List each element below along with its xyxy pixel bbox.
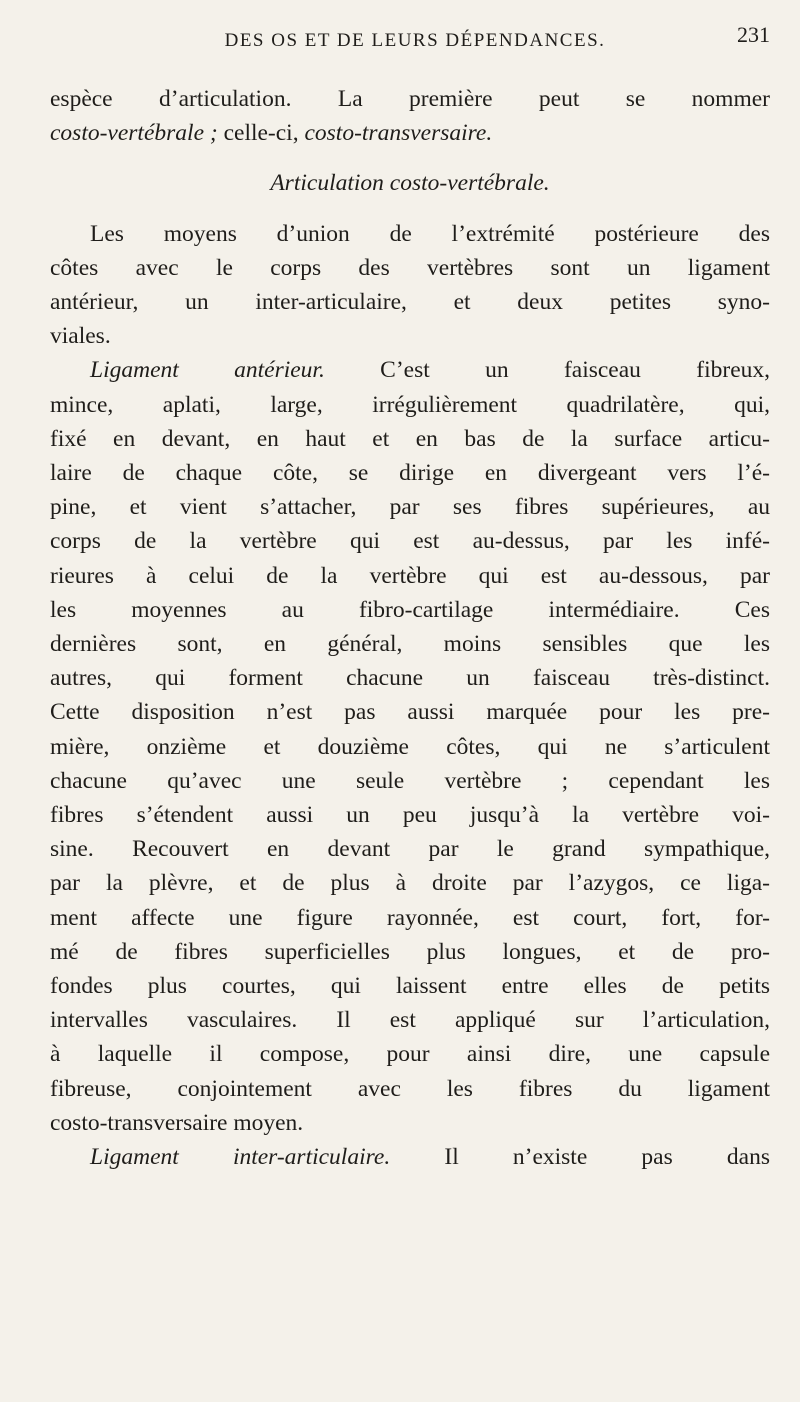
text-line: chacune qu’avec une seule vertèbre ; cependant les (50, 767, 770, 794)
page-number: 231 (737, 22, 770, 47)
text-line: autres, qui forment chacune un faisceau très-distinct. (50, 665, 770, 692)
text-line: les moyennes au fibro-cartilage intermédiaire. Ces (50, 596, 770, 623)
running-header (60, 22, 770, 62)
italic-term: costo-vertébrale ; (50, 120, 218, 147)
text-line: côtes avec le corps des vertèbres sont un ligament (50, 254, 770, 281)
text-line: antérieur, un inter-articulaire, et deux petites syno- (50, 289, 770, 316)
text-line: Cette disposition n’est pas aussi marquée pour les pre- (50, 699, 770, 726)
text-line: fondes plus courtes, qui laissent entre elles de petits (50, 973, 770, 1000)
text-line: pine, et vient s’attacher, par ses fibres supérieures, au (50, 494, 770, 521)
text-line: espèce d’articulation. La première peut se nommer (50, 86, 770, 112)
running-title: DES OS ET DE LEURS DÉPENDANCES. (224, 30, 606, 51)
paragraph-heading: Ligament inter-articulaire. (90, 1144, 391, 1171)
text-line: laire de chaque côte, se dirige en divergeant vers l’é- (50, 460, 770, 487)
body-text (50, 82, 770, 1174)
text-line: rieures à celui de la vertèbre qui est au-dessous, par (50, 562, 770, 589)
paragraph-heading: Ligament antérieur. (90, 357, 325, 384)
text-line: fibres s’étendent aussi un peu jusqu’à la vertèbre voi- (50, 802, 770, 829)
italic-term: costo-transversaire. (304, 120, 493, 147)
text-line: fixé en devant, en haut et en bas de la surface articu- (50, 425, 770, 452)
text-fragment: celle-ci, (217, 120, 305, 147)
text-line: ment affecte une figure rayonnée, est court, fort, for- (50, 904, 770, 931)
text-line: costo-transversaire moyen. (50, 1109, 304, 1136)
section-title: Articulation costo-vertébrale. (270, 170, 550, 197)
text-line: mière, onzième et douzième côtes, qui ne s’articulent (50, 733, 770, 760)
text-line: par la plèvre, et de plus à droite par l’azygos, ce liga- (50, 870, 770, 897)
text-line: corps de la vertèbre qui est au-dessus, par les infé- (50, 528, 770, 555)
text-line: intervalles vasculaires. Il est appliqué sur l’articulation, (50, 1007, 770, 1034)
text-line: à laquelle il compose, pour ainsi dire, une capsule (50, 1041, 770, 1068)
text-line (50, 116, 770, 150)
text-line: viales. (50, 323, 111, 350)
text-fragment: C’est un faisceau fibreux, (324, 357, 770, 384)
text-line: fibreuse, conjointement avec les fibres du ligament (50, 1075, 770, 1102)
text-fragment: Il n’existe pas dans (390, 1144, 770, 1171)
text-line: mince, aplati, large, irrégulièrement quadrilatère, qui, (50, 391, 770, 418)
text-line (50, 353, 770, 387)
text-line (50, 1140, 770, 1174)
text-line: sine. Recouvert en devant par le grand sympathique, (50, 836, 770, 863)
text-line: mé de fibres superficielles plus longues, et de pro- (50, 938, 770, 965)
text-line: dernières sont, en général, moins sensibles que les (50, 631, 770, 658)
text-line: Les moyens d’union de l’extrémité postérieure des (90, 220, 770, 247)
